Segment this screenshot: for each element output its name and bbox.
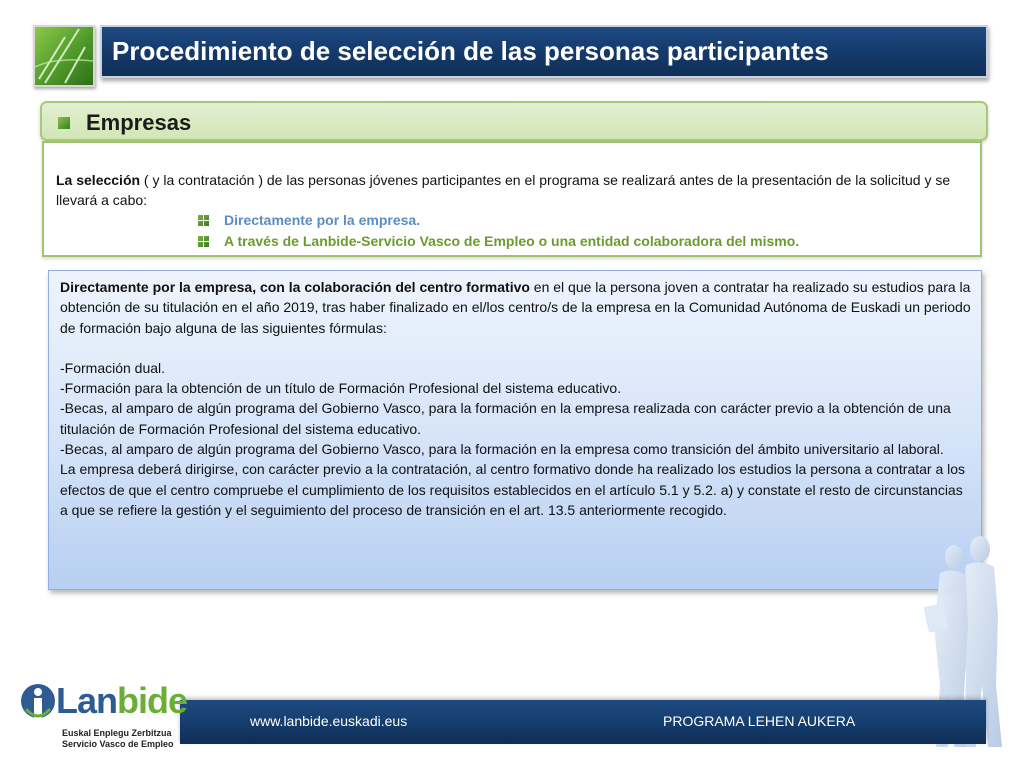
- intro-box: [42, 141, 982, 257]
- lanbide-wordmark: [56, 680, 187, 722]
- intro-lead-text: ( y la contratación ) de las personas jóvenes participantes en el programa se realizará antes de la presentación de la solicitud y se llevará a cabo:: [56, 172, 951, 208]
- footer-program: PROGRAMA LEHEN AUKERA: [663, 713, 856, 729]
- corner-logo-tile: [33, 25, 95, 87]
- detail-text: [60, 277, 972, 520]
- page-title: Procedimiento de selección de las personas participantes: [112, 36, 829, 66]
- detail-lead-bold: Directamente por la empresa, con la colaboración del centro formativo: [60, 279, 530, 295]
- leaf-lines-icon: [35, 27, 93, 85]
- detail-item-1: -Formación dual.: [60, 359, 166, 376]
- section-header: [40, 101, 988, 141]
- logo-word-lan: Lan: [56, 680, 118, 721]
- intro-lead-bold: La selección: [56, 172, 141, 188]
- intro-paragraph: [56, 170, 966, 210]
- intro-bullet-2: [198, 231, 799, 251]
- detail-closing: La empresa deberá dirigirse, con carácter previo a la contratación, al centro formativo donde ha realizado los estudios la persona a contratar a los efectos de que el centro compruebe el cumplimiento de los requisitos establecidos en el artículo 5.1 y 5.2. a) y constate el resto de circunstancias a que se refiere la gestión y el seguimiento del proceso de transición en el art. 13.5 anteriormente recogido.: [60, 461, 966, 518]
- lanbide-logo: [18, 680, 188, 760]
- lanbide-emblem-icon: [20, 683, 56, 725]
- detail-item-2: -Formación para la obtención de un título de Formación Profesional del sistema educativo.: [60, 380, 622, 397]
- intro-bullet-1: [198, 210, 420, 230]
- section-title: Empresas: [86, 110, 192, 135]
- detail-lead: [60, 277, 972, 338]
- intro-bullet-1-text: Directamente por la empresa.: [224, 212, 421, 228]
- footer-bar: [180, 700, 986, 744]
- logo-tagline-es: Servicio Vasco de Empleo: [62, 739, 174, 749]
- bullet-icon: [198, 215, 209, 226]
- green-square-icon: [58, 117, 70, 129]
- intro-bullet-2-text: A través de Lanbide-Servicio Vasco de Empleo o una entidad colaboradora del mismo.: [224, 233, 800, 249]
- logo-tagline-eu: Euskal Enplegu Zerbitzua: [62, 728, 172, 738]
- footer-url-link[interactable]: www.lanbide.euskadi.eus: [250, 713, 408, 729]
- logo-word-bide: bide: [117, 680, 188, 721]
- detail-item-3: -Becas, al amparo de algún programa del Gobierno Vasco, para la formación en la empresa realizada con carácter previo a la obtención de una titulación de Formación Profesional del sistema educativo.: [60, 400, 951, 437]
- bullet-icon: [198, 236, 209, 247]
- title-banner: [100, 25, 988, 78]
- detail-item-4: -Becas, al amparo de algún programa del Gobierno Vasco, para la formación en la empresa como transición del ámbito universitario al laboral.: [60, 441, 944, 458]
- detail-box: [48, 270, 982, 590]
- detail-lead-text: en el que la persona joven a contratar ha realizado su estudios para la obtención de su titulación en el año 2019, tras haber finalizado en el/los centro/s de la empresa en la Comunidad Autónoma de Euskadi un periodo de formación bajo alguna de las siguientes fórmulas:: [60, 279, 971, 336]
